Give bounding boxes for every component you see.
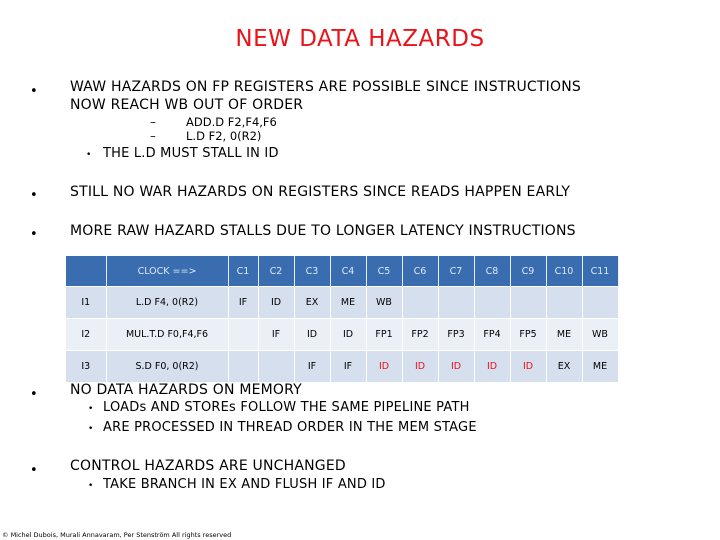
memory-sub-2: ARE PROCESSED IN THREAD ORDER IN THE MEM STAGE [103, 420, 477, 435]
stage-cell: ID [474, 351, 510, 383]
header-cycle-cell: C3 [294, 256, 330, 287]
stage-cell: EX [294, 287, 330, 319]
header-cycle-cell: C10 [546, 256, 582, 287]
stage-cell: FP5 [510, 319, 546, 351]
bullet: • [30, 463, 38, 478]
stage-cell: ID [366, 351, 402, 383]
instruction-cell: MUL.T.D F0,F4,F6 [106, 319, 228, 351]
waw-sub: THE L.D MUST STALL IN ID [103, 146, 279, 161]
stage-cell: ID [510, 351, 546, 383]
instruction-id-cell: I2 [66, 319, 106, 351]
sub-bullet: • [88, 481, 94, 491]
header-cycle-cell: C5 [366, 256, 402, 287]
memory-sub-1: LOADs AND STOREs FOLLOW THE SAME PIPELINE PATH [103, 400, 470, 415]
instruction-cell: S.D F0, 0(R2) [106, 351, 228, 383]
stage-cell: IF [228, 287, 258, 319]
stage-cell [474, 287, 510, 319]
table-header-row [66, 256, 618, 287]
sub-bullet: • [88, 424, 94, 434]
stage-cell: ID [258, 287, 294, 319]
header-clock-cell: CLOCK ==> [106, 256, 228, 287]
sub-bullet: • [88, 404, 94, 414]
copyright-footer: © Michel Dubois, Murali Annavaram, Per Stenström All rights reserved [2, 531, 232, 539]
header-cycle-cell: C8 [474, 256, 510, 287]
stage-cell [546, 287, 582, 319]
stage-cell [402, 287, 438, 319]
stage-cell [510, 287, 546, 319]
table-row [66, 319, 618, 351]
table-row [66, 351, 618, 383]
stage-cell: FP2 [402, 319, 438, 351]
waw-line2: NOW REACH WB OUT OF ORDER [70, 97, 304, 113]
bullet: • [30, 84, 38, 99]
instruction-id-cell: I1 [66, 287, 106, 319]
control-sub-1: TAKE BRANCH IN EX AND FLUSH IF AND ID [103, 477, 386, 492]
stage-cell [582, 287, 618, 319]
stage-cell [228, 319, 258, 351]
war-text: STILL NO WAR HAZARDS ON REGISTERS SINCE READS HAPPEN EARLY [70, 184, 571, 200]
stage-cell: ME [546, 319, 582, 351]
stage-cell: ID [330, 319, 366, 351]
stage-cell: FP1 [366, 319, 402, 351]
bullet: • [30, 387, 38, 402]
header-blank-cell [66, 256, 106, 287]
stage-cell: FP3 [438, 319, 474, 351]
stage-cell: ME [582, 351, 618, 383]
slide-title: NEW DATA HAZARDS [235, 26, 485, 52]
header-cycle-cell: C1 [228, 256, 258, 287]
stage-cell: WB [366, 287, 402, 319]
header-cycle-cell: C9 [510, 256, 546, 287]
stage-cell: WB [582, 319, 618, 351]
instruction-cell: L.D F4, 0(R2) [106, 287, 228, 319]
stage-cell: IF [258, 319, 294, 351]
dash: – [150, 115, 156, 129]
stage-cell [438, 287, 474, 319]
memory-head: NO DATA HAZARDS ON MEMORY [70, 382, 302, 398]
stage-cell [228, 351, 258, 383]
header-cycle-cell: C4 [330, 256, 366, 287]
code-line-2: L.D F2, 0(R2) [186, 129, 262, 143]
table-row [66, 287, 618, 319]
stage-cell: ME [330, 287, 366, 319]
control-head: CONTROL HAZARDS ARE UNCHANGED [70, 458, 346, 474]
stage-cell: IF [330, 351, 366, 383]
waw-line1: WAW HAZARDS ON FP REGISTERS ARE POSSIBLE SINCE INSTRUCTIONS [70, 79, 581, 95]
stage-cell [258, 351, 294, 383]
header-cycle-cell: C6 [402, 256, 438, 287]
stage-cell: ID [402, 351, 438, 383]
dash: – [150, 129, 156, 143]
stage-cell: ID [294, 319, 330, 351]
header-cycle-cell: C11 [582, 256, 618, 287]
pipeline-table [66, 256, 619, 382]
raw-text: MORE RAW HAZARD STALLS DUE TO LONGER LATENCY INSTRUCTIONS [70, 223, 576, 239]
bullet: • [30, 188, 38, 203]
bullet: • [30, 227, 38, 242]
stage-cell: EX [546, 351, 582, 383]
instruction-id-cell: I3 [66, 351, 106, 383]
sub-bullet: • [86, 150, 92, 160]
stage-cell: ID [438, 351, 474, 383]
code-line-1: ADD.D F2,F4,F6 [186, 115, 277, 129]
stage-cell: FP4 [474, 319, 510, 351]
header-cycle-cell: C2 [258, 256, 294, 287]
stage-cell: IF [294, 351, 330, 383]
header-cycle-cell: C7 [438, 256, 474, 287]
